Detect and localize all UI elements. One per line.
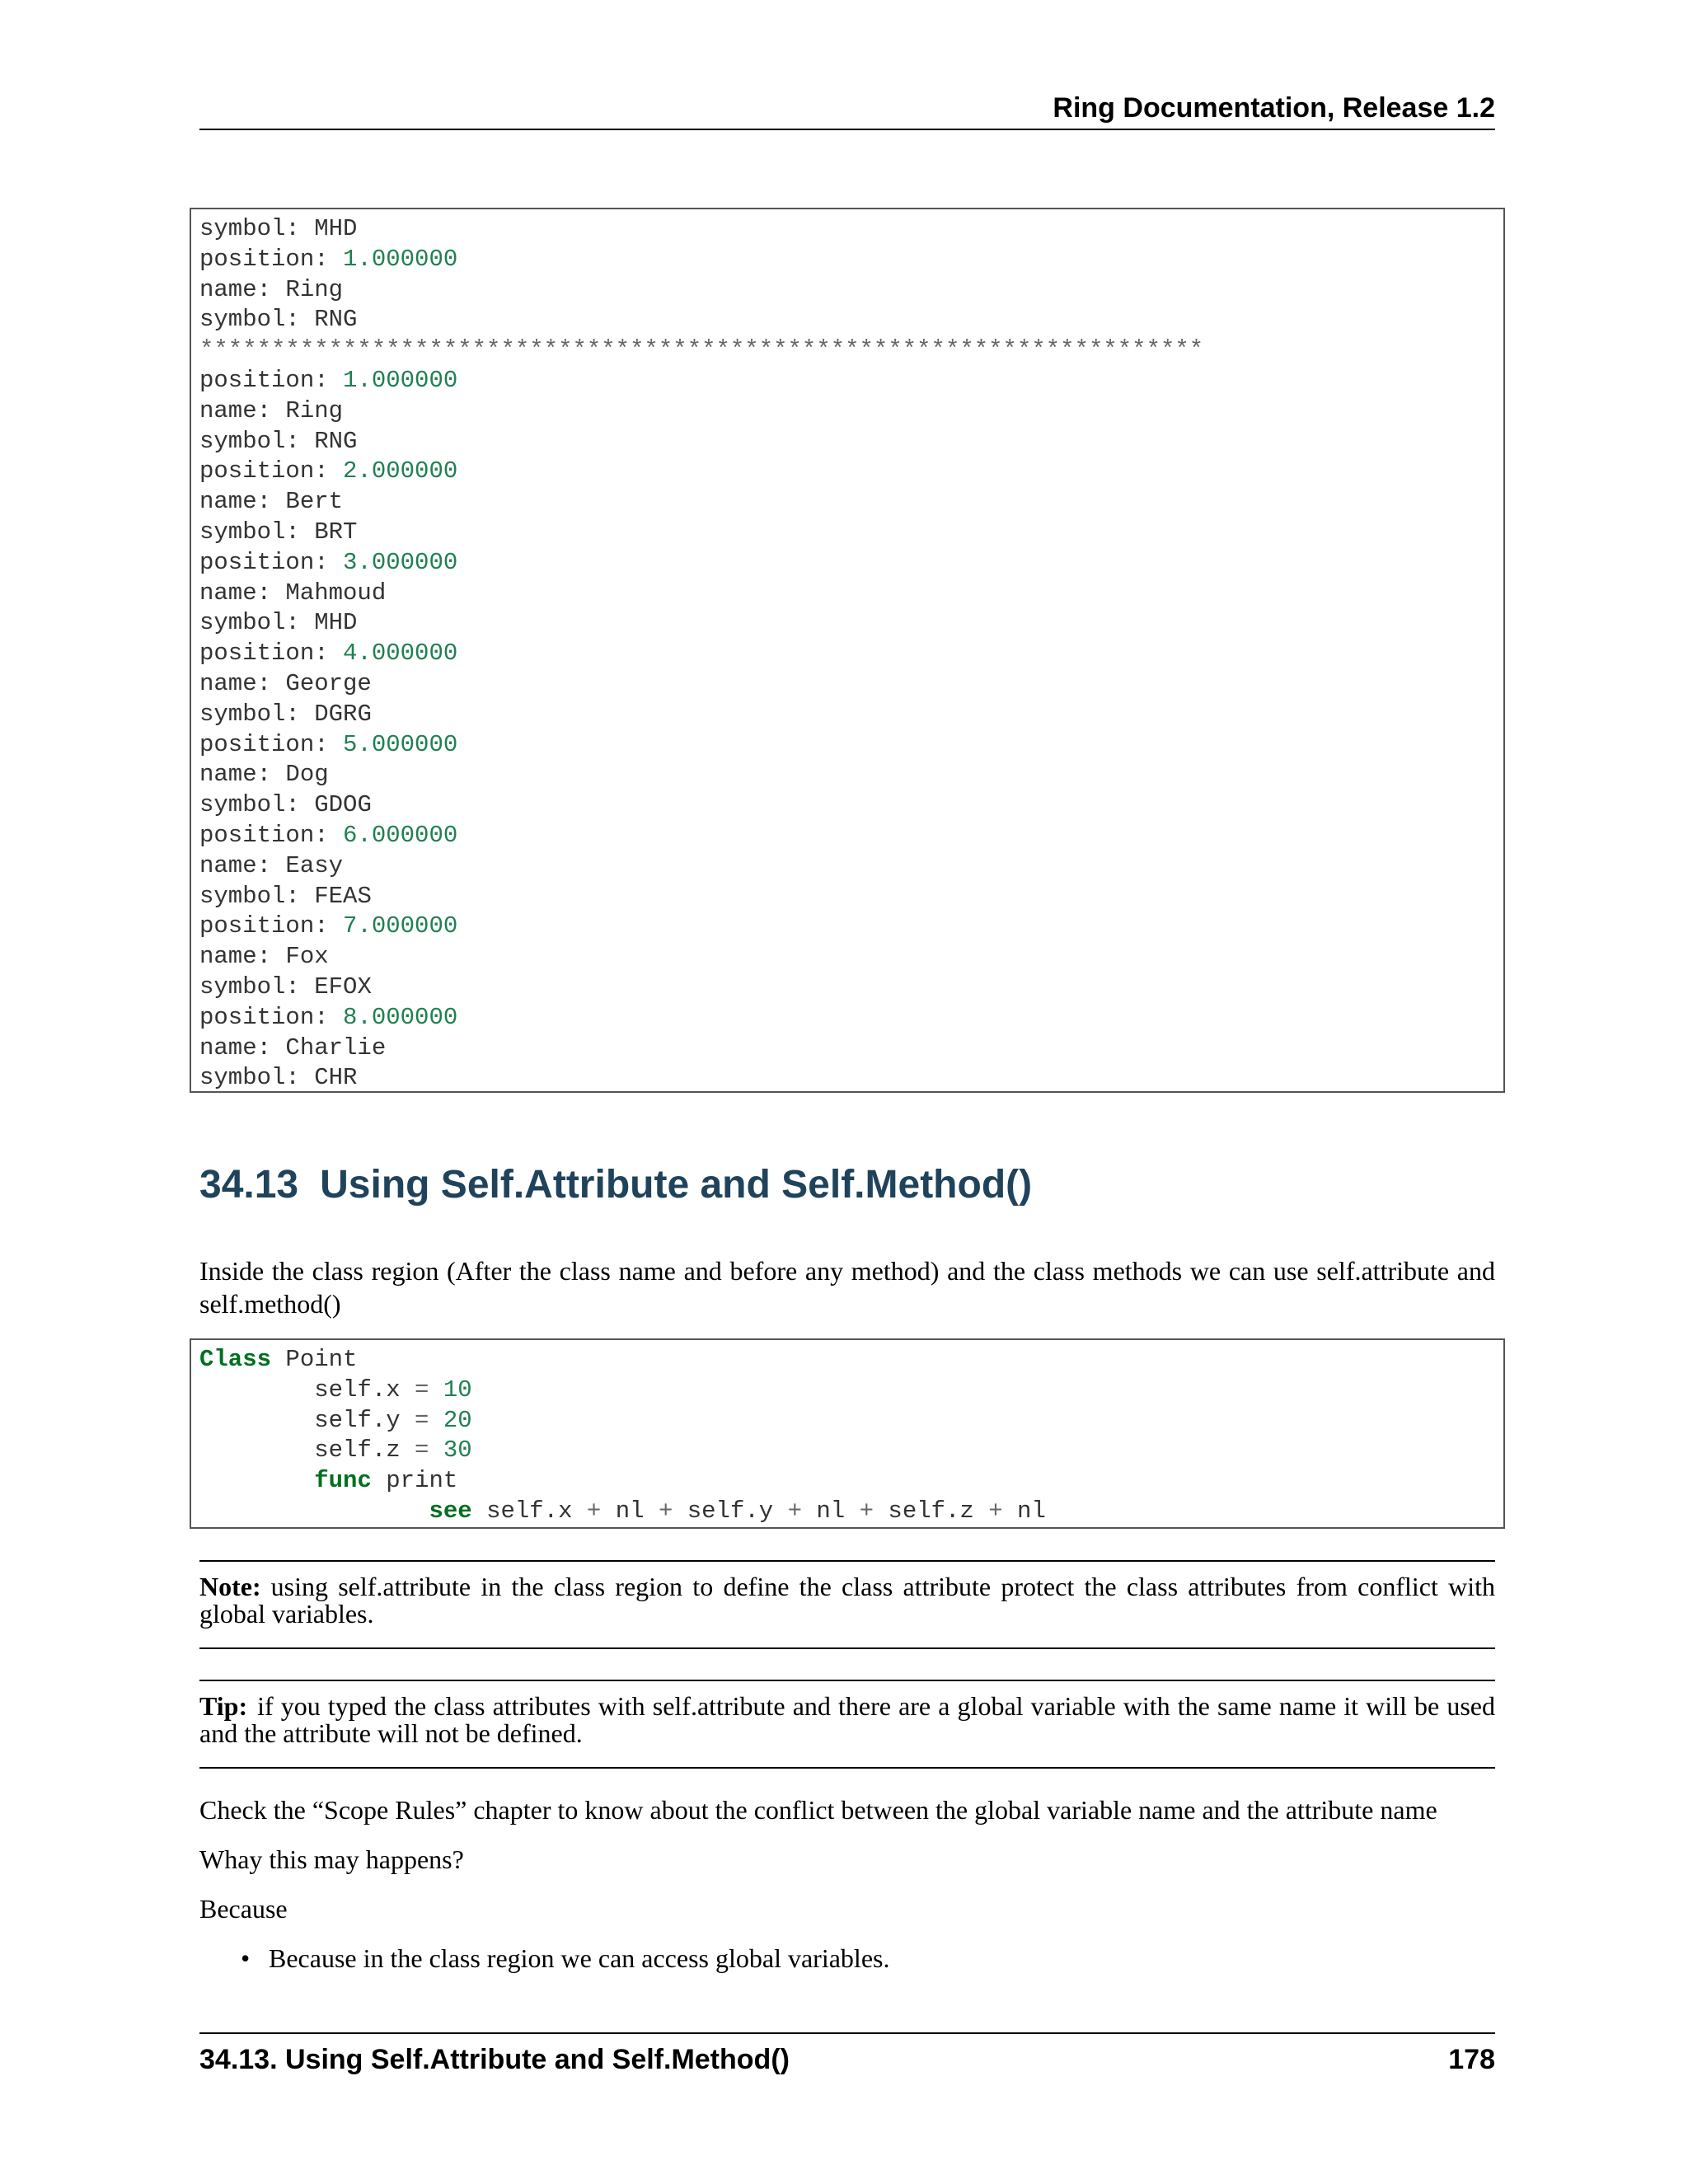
output-line: symbol: EFOX xyxy=(199,972,372,1001)
why-paragraph: Whay this may happens? xyxy=(199,1844,464,1874)
section-number: 34.13 xyxy=(199,1163,299,1207)
output-line: name: Bert xyxy=(199,488,344,516)
output-code-block xyxy=(190,208,1505,1093)
output-line: name: Ring xyxy=(199,396,344,424)
footer-rule xyxy=(199,2032,1495,2034)
output-line: symbol: GDOG xyxy=(199,791,372,819)
running-footer xyxy=(199,2044,1495,2076)
tip-admonition xyxy=(199,1680,1495,1769)
output-line: symbol: CHR xyxy=(199,1064,358,1092)
bullet-list-item xyxy=(241,1942,889,1975)
tip-text: Tip: if you typed the class attributes with self.attribute and there are a global variable with the same name it will be used and the attribute will not be defined. xyxy=(199,1691,1495,1748)
output-line: symbol: DGRG xyxy=(199,700,372,728)
code-line: self.y = 20 xyxy=(314,1406,472,1434)
section-title: Using Self.Attribute and Self.Method() xyxy=(320,1163,1033,1207)
output-line: symbol: MHD xyxy=(199,609,358,637)
output-line: position: 5.000000 xyxy=(199,730,458,758)
output-line: ********************************************************************** xyxy=(199,336,1204,364)
code-line: func print xyxy=(314,1467,458,1495)
output-line: symbol: MHD xyxy=(199,215,358,242)
output-line: position: 1.000000 xyxy=(199,245,458,273)
bullet-marker: • xyxy=(241,1943,251,1973)
output-line: position: 3.000000 xyxy=(199,548,458,576)
output-line: position: 6.000000 xyxy=(199,821,458,849)
output-line: position: 4.000000 xyxy=(199,640,458,668)
running-header: Ring Documentation, Release 1.2 xyxy=(1053,92,1495,124)
output-line: position: 8.000000 xyxy=(199,1003,458,1031)
output-line: symbol: FEAS xyxy=(199,882,372,910)
code-line: self.x = 10 xyxy=(314,1376,472,1404)
intro-paragraph: Inside the class region (After the class name and before any method) and the class methods we can use self.attribute and self.method() xyxy=(199,1256,1495,1319)
note-text: Note: using self.attribute in the class region to define the class attribute protect the class attributes from conflict with global variables. xyxy=(199,1572,1495,1629)
code-example-block xyxy=(190,1338,1505,1529)
output-line: name: Ring xyxy=(199,275,344,303)
header-rule xyxy=(199,129,1495,130)
output-line: position: 2.000000 xyxy=(199,457,458,485)
page-number: 178 xyxy=(1448,2044,1495,2075)
output-line: name: Mahmoud xyxy=(199,579,387,607)
section-heading xyxy=(199,1162,1032,1207)
code-line: Class Point xyxy=(199,1346,358,1373)
note-admonition xyxy=(199,1560,1495,1649)
output-line: symbol: RNG xyxy=(199,306,358,334)
output-line: symbol: BRT xyxy=(199,518,358,546)
output-line: position: 1.000000 xyxy=(199,366,458,394)
output-line: name: Dog xyxy=(199,761,329,789)
output-line: name: George xyxy=(199,669,372,697)
code-line: self.z = 30 xyxy=(314,1436,472,1465)
bullet-text: Because in the class region we can access global variables. xyxy=(269,1943,890,1973)
output-line: name: Charlie xyxy=(199,1033,387,1062)
footer-section-title: 34.13. Using Self.Attribute and Self.Method() xyxy=(199,2044,790,2075)
output-line: name: Fox xyxy=(199,943,329,971)
because-paragraph: Because xyxy=(199,1894,288,1924)
output-line: position: 7.000000 xyxy=(199,912,458,940)
output-line: symbol: RNG xyxy=(199,427,358,455)
scope-paragraph: Check the “Scope Rules” chapter to know about the conflict between the global variable name and the attribute name xyxy=(199,1795,1437,1825)
output-line: name: Easy xyxy=(199,851,344,879)
note-title: Note: xyxy=(199,1572,261,1601)
code-line: see self.x + nl + self.y + nl + self.z + nl xyxy=(429,1497,1046,1525)
tip-title: Tip: xyxy=(199,1691,248,1721)
